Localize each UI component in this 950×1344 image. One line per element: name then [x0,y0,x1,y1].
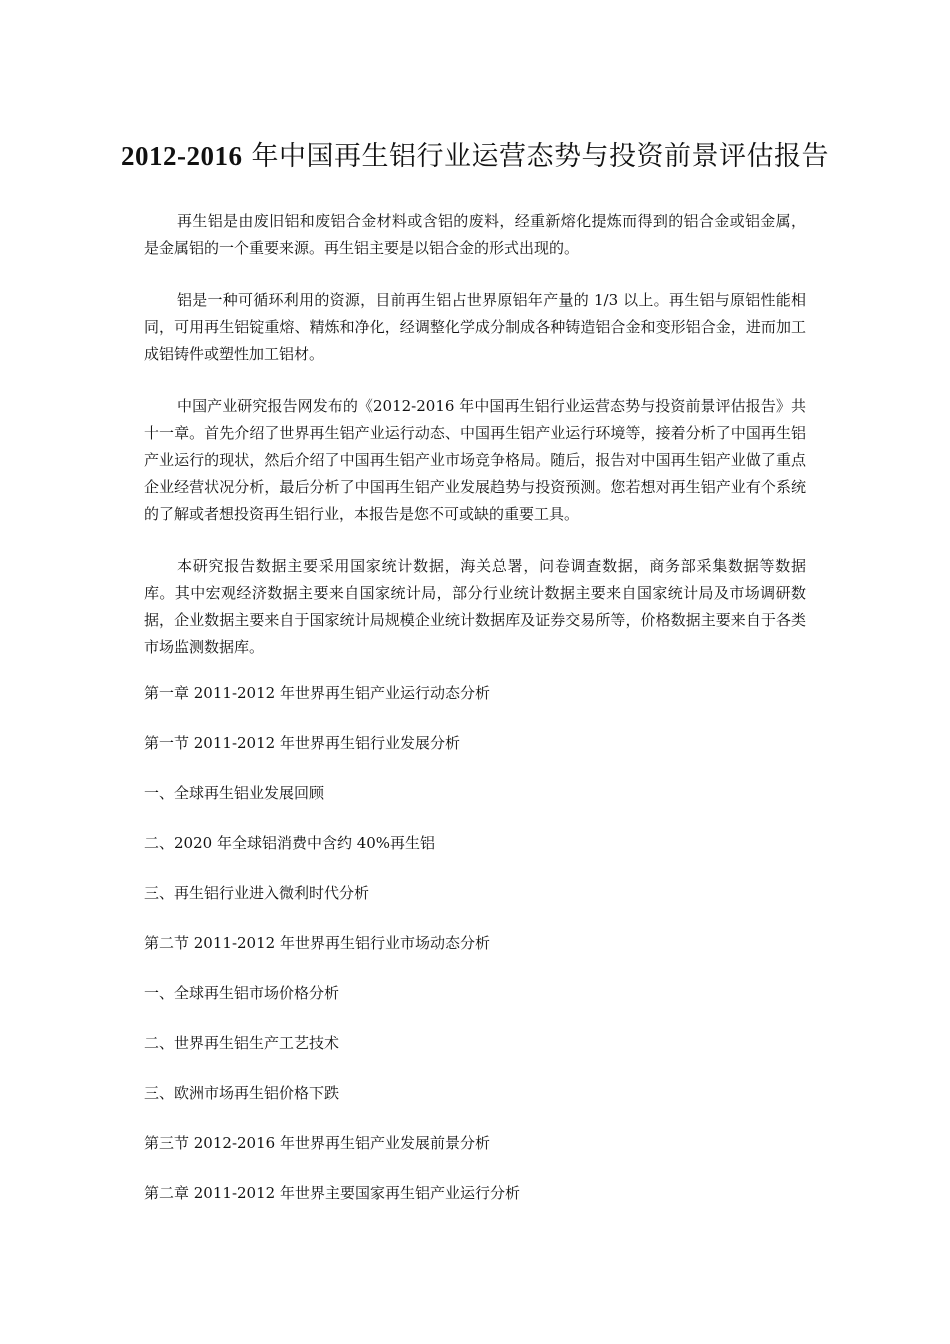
document-title [0,138,950,175]
toc-chapter-1: 第一章 2011-2012 年世界再生铝产业运行动态分析 [144,684,490,702]
table-of-contents [144,680,806,1230]
toc-section-1-1: 第一节 2011-2012 年世界再生铝行业发展分析 [144,734,460,752]
paragraph-data-sources: 本研究报告数据主要采用国家统计数据，海关总署，问卷调查数据，商务部采集数据等数据库。其中宏观经济数据主要来自国家统计局，部分行业统计数据主要来自国家统计局及市场调研数据，企业数据主要来自于国家统计局规模企业统计数据库及证券交易所等，价格数据主要来自于各类市场监测数据库。 [144,557,806,656]
toc-item: 二、2020 年全球铝消费中含约 40%再生铝 [144,834,436,852]
title-years: 2012-2016 [120,141,243,171]
toc-item: 一、全球再生铝业发展回顾 [144,784,325,802]
toc-section-1-3: 第三节 2012-2016 年世界再生铝产业发展前景分析 [144,1134,490,1152]
toc-item: 二、世界再生铝生产工艺技术 [144,1034,340,1052]
toc-chapter-2: 第二章 2011-2012 年世界主要国家再生铝产业运行分析 [144,1184,520,1202]
toc-item: 三、欧洲市场再生铝价格下跌 [144,1084,340,1102]
document-body [144,208,806,686]
paragraph-definition: 再生铝是由废旧铝和废铝合金材料或含铝的废料，经重新熔化提炼而得到的铝合金或铝金属，是金属铝的一个重要来源。再生铝主要是以铝合金的形式出现的。 [144,212,806,257]
title-text: 年中国再生铝行业运营态势与投资前景评估报告 [242,141,830,172]
paragraph-report-overview: 中国产业研究报告网发布的《2012-2016 年中国再生铝行业运营态势与投资前景评估报告》共十一章。首先介绍了世界再生铝产业运行动态、中国再生铝产业运行环境等，接着分析了中国再生铝产业运行的现状，然后介绍了中国再生铝产业市场竞争格局。随后，报告对中国再生铝产业做了重点企业经营状况分析，最后分析了中国再生铝产业发展趋势与投资预测。您若想对再生铝产业有个系统的了解或者想投资再生铝行业，本报告是您不可或缺的重要工具。 [144,397,806,523]
paragraph-recycling: 铝是一种可循环利用的资源，目前再生铝占世界原铝年产量的 1/3 以上。再生铝与原铝性能相同，可用再生铝锭重熔、精炼和净化，经调整化学成分制成各种铸造铝合金和变形铝合金，进而加工成铝铸件或塑性加工铝材。 [144,291,806,363]
toc-item: 三、再生铝行业进入微利时代分析 [144,884,370,902]
toc-item: 一、全球再生铝市场价格分析 [144,984,340,1002]
toc-section-1-2: 第二节 2011-2012 年世界再生铝行业市场动态分析 [144,934,490,952]
